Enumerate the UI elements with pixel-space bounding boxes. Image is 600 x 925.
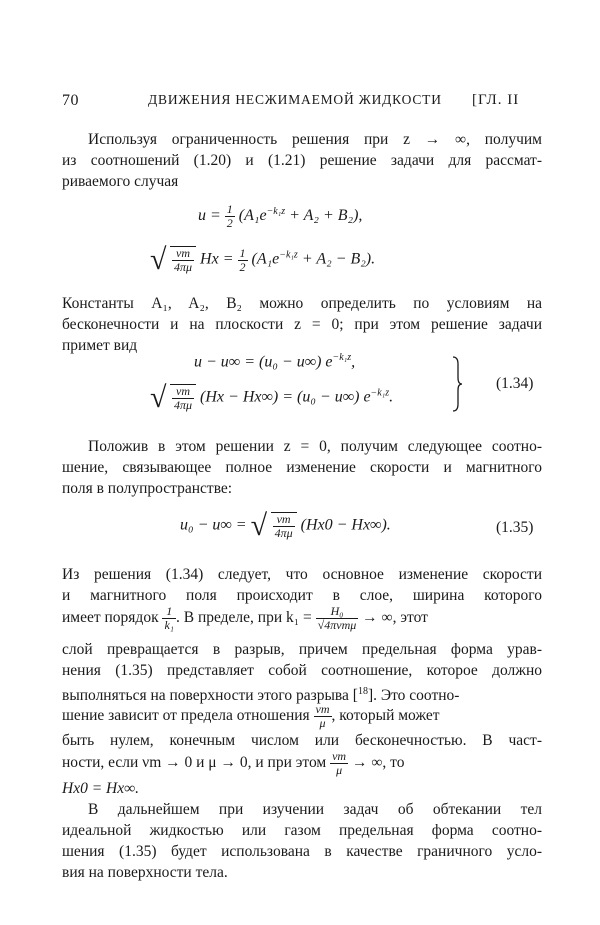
paragraph-4-line-1: Из решения (1.34) следует, что основное изменение скорости (62, 566, 542, 583)
paragraph-4-line-4: слой превращается в разрыв, причем предельная форма урав- (62, 641, 542, 658)
paragraph-4-line-2: и магнитного поля происходит в слое, ширина которого (62, 587, 542, 604)
paragraph-4-line-8: быть нулем, конечным числом или бесконечностью. В част- (62, 732, 542, 749)
sqrt-expression: √ $\frac{\nu m}{4\pi\mu}$ (150, 246, 196, 274)
paragraph-4-line-7: шение зависит от предела отношения $\frac{\nu m}{\mu}$ , который может (62, 702, 440, 730)
paragraph-1-line-3: риваемого случая (62, 173, 179, 190)
equation-hx-rest: + A₂ − B₂). (297, 250, 376, 268)
paragraph-4-line-5: нения (1.35) представляет собой соотношение, которое должно (62, 662, 542, 679)
paragraph-1-line-2: из соотношений (1.20) и (1.21) решение задачи для рассмат- (62, 152, 542, 169)
paragraph-5-line-2: идеальной жидкостью или газом предельная форма соотно- (62, 822, 542, 839)
equation-1-34-line-2: √ $\frac{\nu m}{4\pi\mu}$ (Hx − Hx∞) = (u₀ − u∞) $e^{-k_1z}$. (150, 381, 394, 414)
paragraph-3-line-2: шение, связывающее полное изменение скорости и магнитного (62, 459, 542, 476)
equation-u-rhs: (A₁e (238, 207, 267, 225)
half-fraction: $\frac{1}{2}$ (239, 245, 246, 274)
paragraph-2-line-3: примет вид (62, 337, 138, 354)
paragraph-4-line-6: выполняться на поверхности этого разрыва [$^{18}$]. Это соотно- (62, 686, 460, 705)
sqrt-expression: √ $\frac{\nu m}{4\pi\mu}$ (251, 512, 297, 540)
paragraph-5-line-1: В дальнейшем при изучении задач об обтекании тел (88, 801, 542, 818)
equation-number-1-34: (1.34) (496, 375, 534, 392)
equation-u-lhs: u = (198, 207, 221, 225)
sqrt-expression: √ $\frac{\nu m}{4\pi\mu}$ (150, 384, 196, 412)
citation-reference: 18 (357, 686, 368, 697)
paragraph-3-line-1: Положив в этом решении z = 0, получим следующее соотно- (88, 438, 542, 455)
paragraph-1-line-1: Используя ограниченность решения при z → ∞, получим (88, 131, 542, 148)
equation-1-34-line-1: u − u∞ = (u₀ − u∞) $e^{-k_1z}$, (194, 352, 356, 371)
equation-u-rest: + A₂ + B₂), (285, 207, 363, 225)
paragraph-2-line-1: Константы A₁, A₂, B₂ можно определить по условиям на (62, 295, 542, 312)
paragraph-3-line-3: поля в полупространстве: (62, 480, 233, 497)
equation-hx (150, 243, 376, 276)
running-title: ДВИЖЕНИЯ НЕСЖИМАЕМОЙ ЖИДКОСТИ (148, 92, 442, 107)
chapter-marker: [ГЛ. II (472, 92, 520, 108)
half-fraction: $\frac{1}{2}$ (226, 202, 233, 230)
paragraph-4-line-9: ности, если νm → 0 и μ → 0, и при этом $\frac{\nu m}{\mu}$ → ∞, то (62, 749, 405, 777)
paragraph-4-line-10: Hx0 = Hx∞. (62, 780, 140, 797)
equation-hx-rhs: (A₁e (251, 250, 280, 268)
equation-1-35: u₀ − u∞ = √ $\frac{\nu m}{4\pi\mu}$ (Hx0 − Hx∞). (180, 509, 391, 542)
equation-hx-lhs: Hx = (200, 250, 234, 268)
page-number: 70 (62, 92, 79, 109)
paragraph-2-line-2: бесконечности и на плоскости z = 0; при этом решение задачи (62, 316, 542, 333)
paragraph-4-line-3: имеет порядок $\frac{1}{\text{k₁}}$ . В пределе, при k₁ = $\frac{\text{H₀}}{\text{√4πνmμ}}$ → ∞, этот (62, 604, 428, 632)
exponent: −k₁z (266, 205, 286, 217)
equation-number-1-35: (1.35) (496, 519, 534, 536)
right-brace-icon (452, 356, 462, 412)
exponent: −k₁z (279, 249, 298, 261)
paragraph-5-line-3: шения (1.35) будет использована в качестве граничного усло- (62, 843, 542, 860)
paragraph-5-line-4: вия на поверхности тела. (62, 864, 228, 881)
equation-u (198, 203, 362, 230)
